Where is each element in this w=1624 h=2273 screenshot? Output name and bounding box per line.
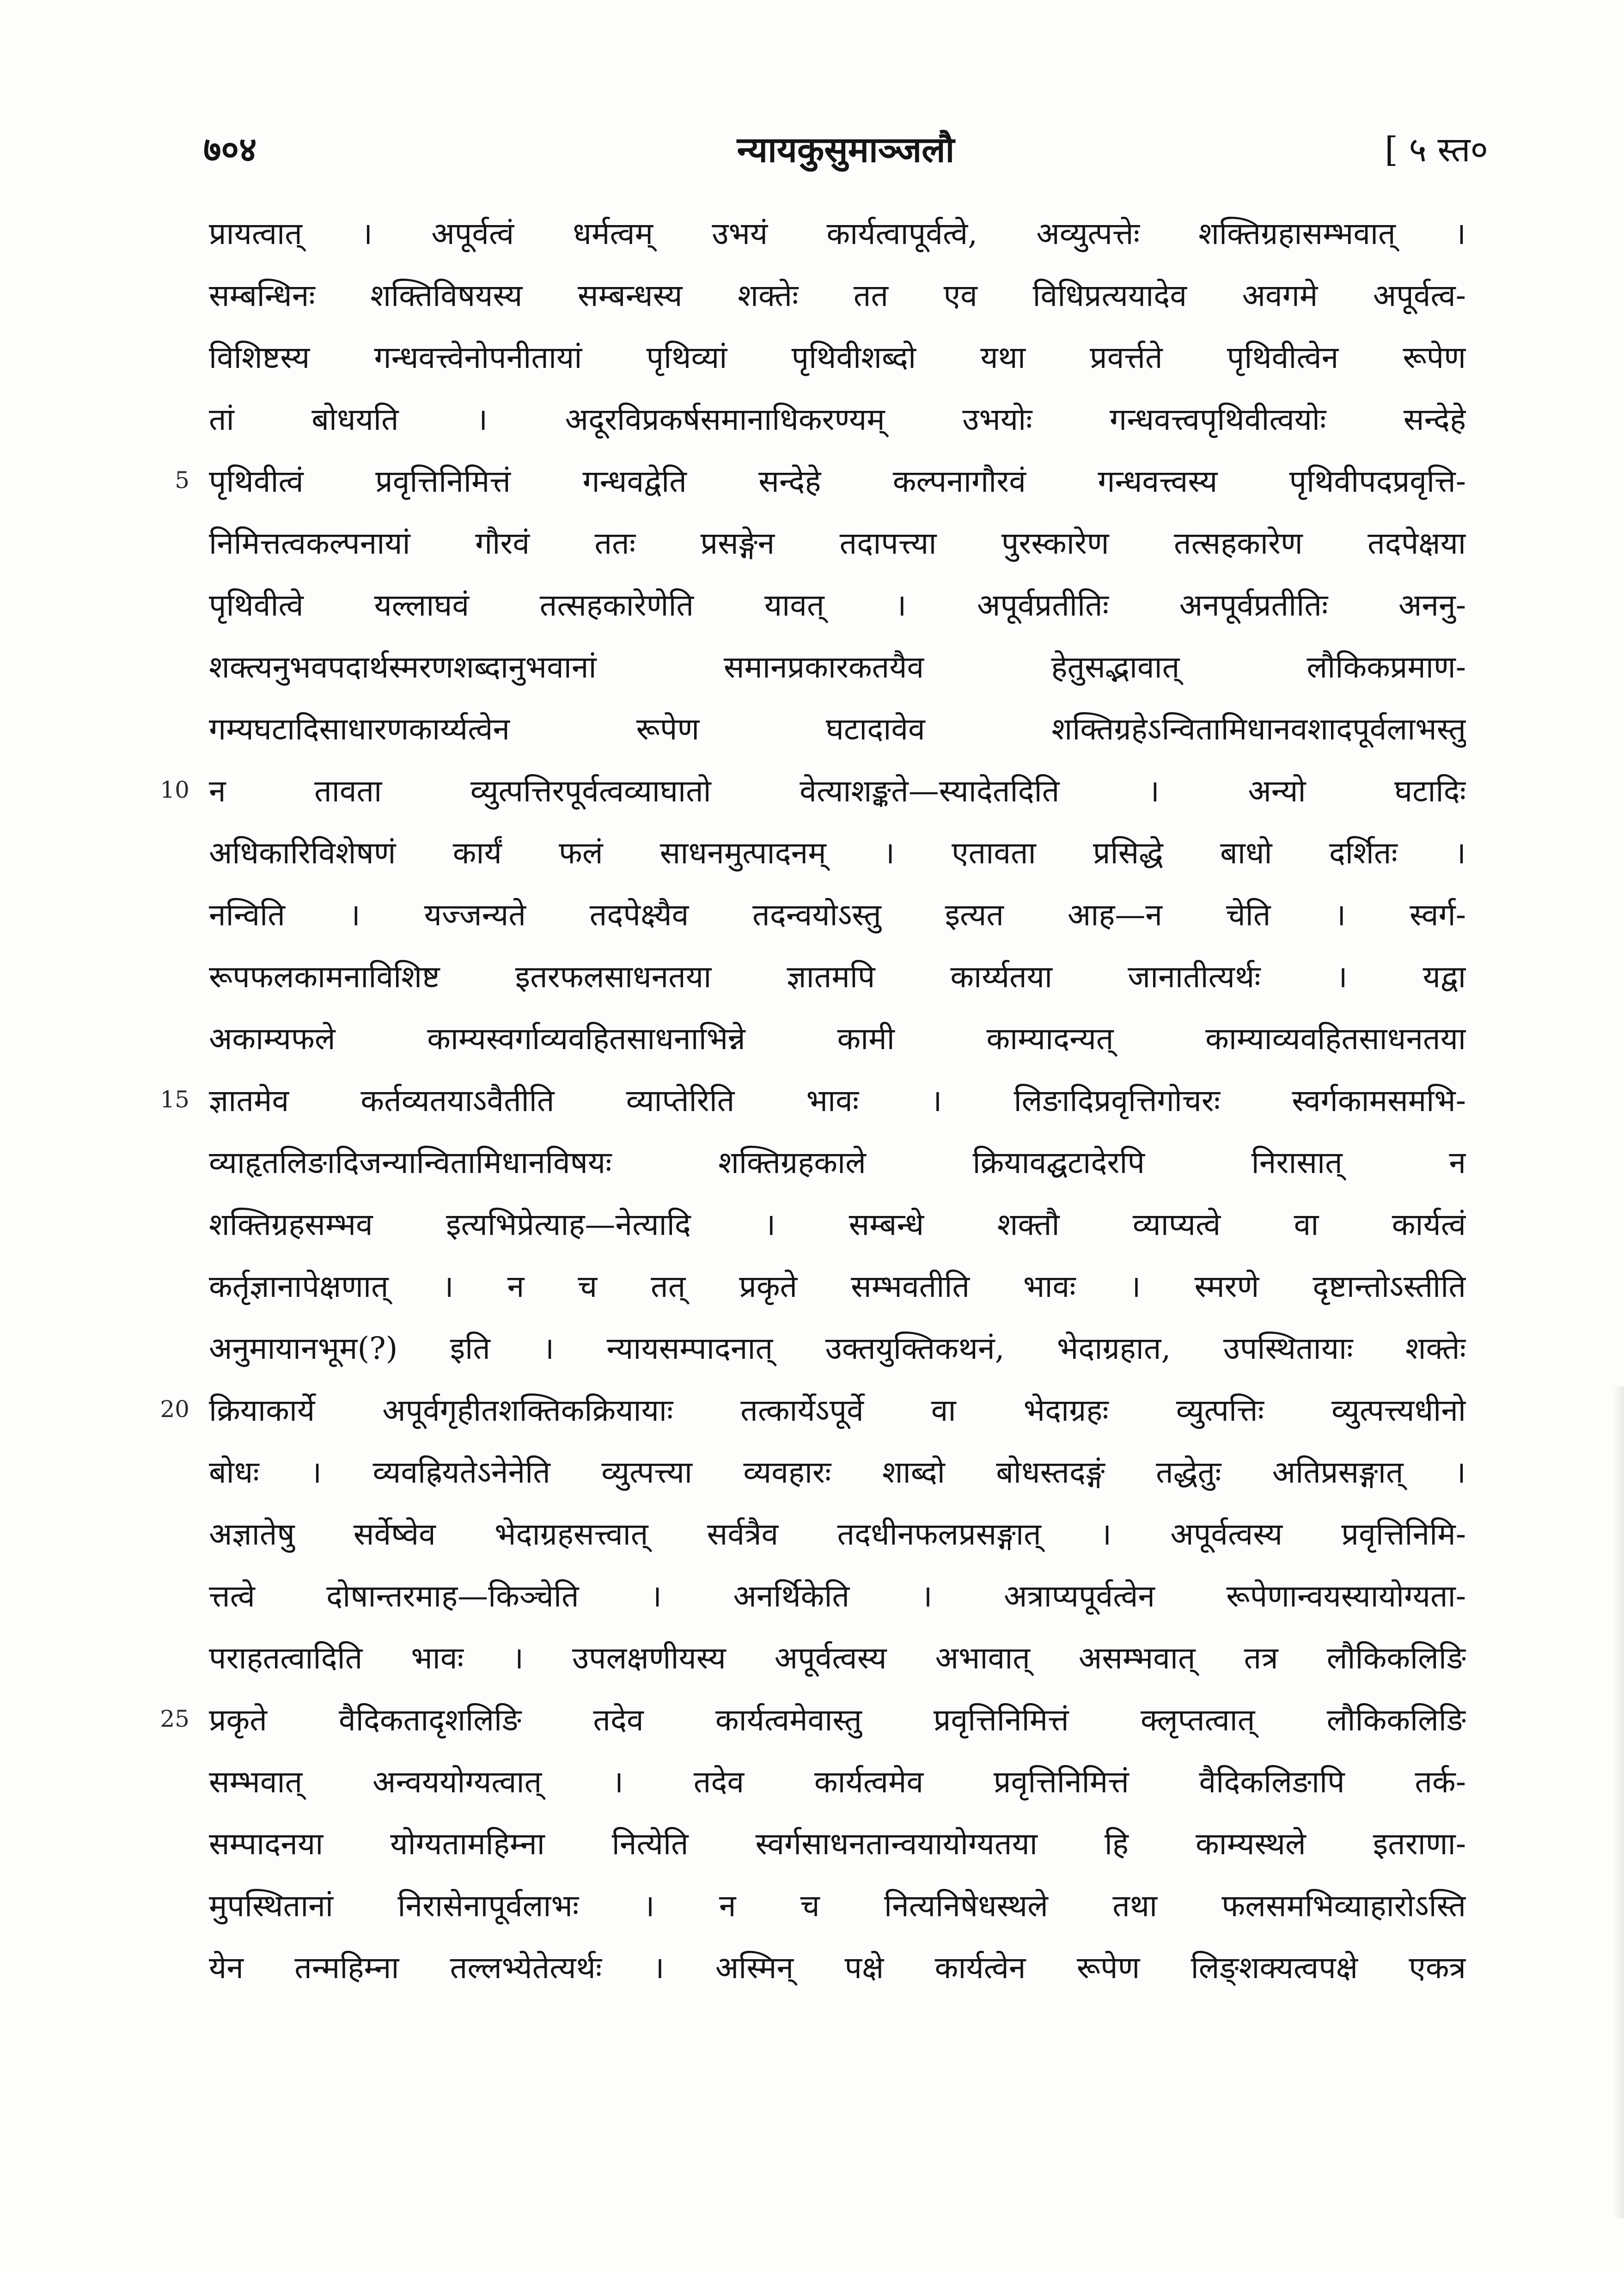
section-marker: [ ५ स्त० bbox=[1385, 130, 1488, 170]
line-text: नन्विति । यज्जन्यते तदपेक्ष्यैव तदन्वयोऽस्तु इत्यत आह—न चेति । स्वर्ग- bbox=[209, 897, 1466, 933]
line-text: अज्ञातेषु सर्वेष्वेव भेदाग्रहसत्त्वात् सर्वत्रैव तदधीनफलप्रसङ्गात् । अपूर्वत्वस्य प्रवृत्तिनिमि- bbox=[209, 1516, 1466, 1552]
text-line bbox=[0, 1442, 1624, 1504]
page-edge-shadow bbox=[1613, 1387, 1624, 2218]
line-text: अनुमायानभूम(?) इति । न्यायसम्पादनात् उक्तयुक्तिकथनं, भेदाग्रहात, उपस्थितायाः शक्तेः bbox=[209, 1331, 1466, 1366]
line-text: ज्ञातमेव कर्तव्यतयाऽवैतीति व्याप्तेरिति भावः । लिङादिप्रवृत्तिगोचरः स्वर्गकामसमभि- bbox=[209, 1083, 1466, 1118]
line-text: रूपफलकामनाविशिष्ट इतरफलसाधनतया ज्ञातमपि कार्य्यतया जानातीत्यर्थः । यद्वा bbox=[209, 959, 1466, 995]
text-line bbox=[0, 389, 1624, 451]
line-text: अकाम्यफले काम्यस्वर्गाव्यवहितसाधनाभिन्ने कामी काम्यादन्यत् काम्याव्यवहितसाधनतया bbox=[209, 1021, 1466, 1057]
text-line bbox=[0, 699, 1624, 761]
line-text: न तावता व्युत्पत्तिरपूर्वत्वव्याघातो वेत्याशङ्कते—स्यादेतदिति । अन्यो घटादिः bbox=[209, 773, 1466, 809]
page-header bbox=[203, 125, 1488, 176]
text-line bbox=[0, 1814, 1624, 1876]
text-line bbox=[0, 265, 1624, 327]
text-line bbox=[0, 1876, 1624, 1937]
text-line bbox=[0, 823, 1624, 885]
line-text: तां बोधयति । अदूरविप्रकर्षसमानाधिकरण्यम् उभयोः गन्धवत्त्वपृथिवीत्वयोः सन्देहे bbox=[209, 402, 1466, 437]
line-text: प्रायत्वात् । अपूर्वत्वं धर्मत्वम् उभयं कार्यत्वापूर्वत्वे, अव्युत्पत्तेः शक्तिग्रहासम्भवात् । bbox=[209, 216, 1466, 251]
line-text: व्याहृतलिङादिजन्यान्वितामिधानविषयः शक्तिग्रहकाले क्रियावद्घटादेरपि निरासात् न bbox=[209, 1145, 1466, 1180]
page-number: ७०४ bbox=[203, 130, 257, 170]
text-line bbox=[0, 637, 1624, 699]
text-line bbox=[0, 1690, 1624, 1752]
line-text: पृथिवीत्वं प्रवृत्तिनिमित्तं गन्धवद्वेति सन्देहे कल्पनागौरवं गन्धवत्त्वस्य पृथिवीपदप्रवृत्ति- bbox=[209, 464, 1466, 499]
text-line bbox=[0, 1132, 1624, 1194]
text-line bbox=[0, 203, 1624, 265]
text-line bbox=[0, 1937, 1624, 1999]
text-line bbox=[0, 1504, 1624, 1566]
text-line bbox=[0, 1194, 1624, 1256]
line-text: सम्भवात् अन्वययोग्यत्वात् । तदेव कार्यत्वमेव प्रवृत्तिनिमित्तं वैदिकलिङापि तर्क- bbox=[209, 1764, 1466, 1800]
text-line bbox=[0, 451, 1624, 513]
text-line bbox=[0, 1256, 1624, 1318]
line-text: विशिष्टस्य गन्धवत्त्वेनोपनीतायां पृथिव्यां पृथिवीशब्दो यथा प्रवर्त्तते पृथिवीत्वेन रूपेण bbox=[209, 340, 1466, 375]
line-text: सम्पादनया योग्यतामहिम्ना नित्येति स्वर्गसाधनतान्वयायोग्यतया हि काम्यस्थले इतराणा- bbox=[209, 1826, 1466, 1862]
line-text: त्तत्वे दोषान्तरमाह—किञ्चेति । अनर्थिकेति । अत्राप्यपूर्वत्वेन रूपेणान्वयस्यायोग्यता- bbox=[209, 1578, 1466, 1614]
line-text: मुपस्थितानां निरासेनापूर्वलाभः । न च नित्यनिषेधस्थले तथा फलसमभिव्याहारोऽस्ति bbox=[209, 1888, 1466, 1924]
line-text: अधिकारिविशेषणं कार्यं फलं साधनमुत्पादनम् । एतावता प्रसिद्धे बाधो दर्शितः । bbox=[209, 835, 1466, 871]
line-text: बोधः । व्यवह्रियतेऽनेनेति व्युत्पत्त्या व्यवहारः शाब्दो बोधस्तदङ्गं तद्धेतुः अतिप्रसङ्गात् । bbox=[209, 1454, 1466, 1490]
text-line bbox=[0, 1380, 1624, 1442]
text-line bbox=[0, 947, 1624, 1008]
text-line bbox=[0, 1628, 1624, 1690]
line-text: सम्बन्धिनः शक्तिविषयस्य सम्बन्धस्य शक्तेः तत एव विधिप्रत्ययादेव अवगमे अपूर्वत्व- bbox=[209, 278, 1466, 313]
text-line bbox=[0, 885, 1624, 947]
line-number: 15 bbox=[160, 1086, 189, 1113]
text-line bbox=[0, 513, 1624, 575]
line-text: निमित्तत्वकल्पनायां गौरवं ततः प्रसङ्गेन तदापत्त्या पुरस्कारेण तत्सहकारेण तदपेक्षया bbox=[209, 525, 1466, 561]
line-text: क्रियाकार्ये अपूर्वगृहीतशक्तिकक्रियायाः तत्कार्येऽपूर्वे वा भेदाग्रहः व्युत्पत्तिः व्युत्पत्त्यधीनो bbox=[209, 1393, 1466, 1428]
line-text: पराहतत्वादिति भावः । उपलक्षणीयस्य अपूर्वत्वस्य अभावात् असम्भवात् तत्र लौकिकलिङि bbox=[209, 1640, 1466, 1676]
line-text: पृथिवीत्वे यल्लाघवं तत्सहकारेणेति यावत् । अपूर्वप्रतीतिः अनपूर्वप्रतीतिः अननु- bbox=[209, 587, 1466, 623]
text-line bbox=[0, 1070, 1624, 1132]
line-number: 5 bbox=[175, 467, 189, 494]
line-number: 10 bbox=[160, 776, 189, 803]
line-number: 20 bbox=[160, 1396, 189, 1423]
running-title: न्यायकुसुमाञ्जलौ bbox=[737, 129, 955, 170]
line-text: प्रकृते वैदिकतादृशलिङि तदेव कार्यत्वमेवास्तु प्रवृत्तिनिमित्तं क्लृप्तत्वात् लौकिकलिङि bbox=[209, 1702, 1466, 1738]
text-line bbox=[0, 1008, 1624, 1070]
text-line bbox=[0, 1318, 1624, 1380]
line-text: कर्तृज्ञानापेक्षणात् । न च तत् प्रकृते सम्भवतीति भावः । स्मरणे दृष्टान्तोऽस्तीति bbox=[209, 1269, 1466, 1304]
text-line bbox=[0, 575, 1624, 637]
line-text: गम्यघटादिसाधारणकार्य्यत्वेन रूपेण घटादावेव शक्तिग्रहेऽन्वितामिधानवशादपूर्वलाभस्तु bbox=[209, 711, 1466, 747]
line-text: शक्तिग्रहसम्भव इत्यभिप्रेत्याह—नेत्यादि । सम्बन्धे शक्तौ व्याप्यत्वे वा कार्यत्वं bbox=[209, 1207, 1466, 1242]
text-line bbox=[0, 1752, 1624, 1814]
text-line bbox=[0, 1566, 1624, 1628]
text-line bbox=[0, 761, 1624, 823]
text-line bbox=[0, 327, 1624, 389]
line-number: 25 bbox=[160, 1705, 189, 1732]
line-text: येन तन्महिम्ना तल्लभ्येतेत्यर्थः । अस्मिन् पक्षे कार्यत्वेन रूपेण लिङ्शक्यत्वपक्षे एकत्र bbox=[209, 1950, 1466, 1986]
commentary-text-block bbox=[0, 203, 1624, 1999]
line-text: शक्त्यनुभवपदार्थस्मरणशब्दानुभवानां समानप्रकारकतयैव हेतुसद्भावात् लौकिकप्रमाण- bbox=[209, 649, 1466, 685]
